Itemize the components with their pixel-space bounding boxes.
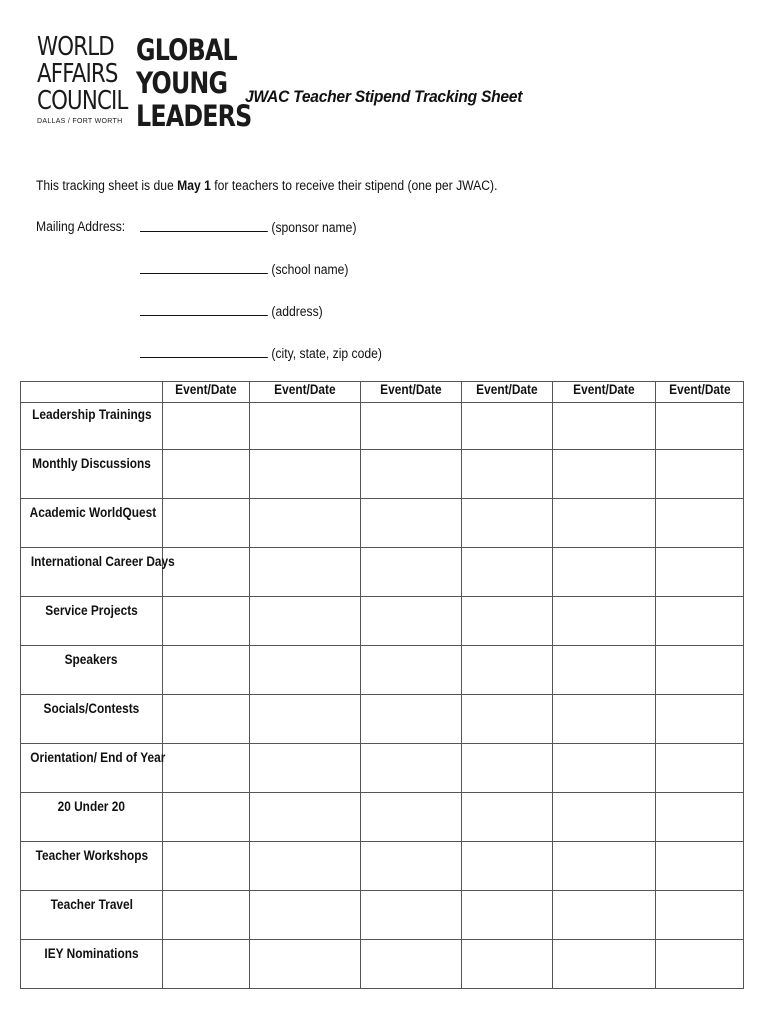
- logo-line: YOUNG: [136, 66, 228, 100]
- stipend-tracking-table: [20, 381, 744, 989]
- event-date-cell[interactable]: [361, 646, 462, 695]
- event-date-cell[interactable]: [163, 793, 250, 842]
- field-caption: (city, state, zip code): [271, 346, 382, 361]
- event-date-cell[interactable]: [553, 597, 656, 646]
- event-date-cell[interactable]: [553, 842, 656, 891]
- blank-line: [140, 219, 268, 232]
- event-date-cell[interactable]: [656, 450, 744, 499]
- event-date-cell[interactable]: [462, 646, 553, 695]
- event-date-cell[interactable]: [361, 695, 462, 744]
- event-date-cell[interactable]: [250, 450, 361, 499]
- field-caption: (sponsor name): [271, 220, 357, 235]
- sponsor-name-field[interactable]: [140, 219, 356, 235]
- row-label: 20 Under 20: [21, 793, 163, 842]
- header-cell-empty: [21, 382, 163, 403]
- event-date-cell[interactable]: [656, 548, 744, 597]
- event-date-cell[interactable]: [656, 891, 744, 940]
- table-row: [21, 450, 744, 499]
- event-date-cell[interactable]: [553, 403, 656, 450]
- event-date-cell[interactable]: [250, 403, 361, 450]
- event-date-cell[interactable]: [361, 793, 462, 842]
- event-date-cell[interactable]: [553, 793, 656, 842]
- event-date-cell[interactable]: [553, 744, 656, 793]
- intro-after: for teachers to receive their stipend (one per JWAC).: [210, 178, 498, 193]
- event-date-cell[interactable]: [250, 793, 361, 842]
- address-field[interactable]: [140, 303, 323, 319]
- event-date-cell[interactable]: [656, 940, 744, 989]
- table-row: [21, 597, 744, 646]
- row-label: International Career Days: [21, 548, 163, 597]
- event-date-cell[interactable]: [462, 891, 553, 940]
- event-date-cell[interactable]: [361, 548, 462, 597]
- table-row: [21, 793, 744, 842]
- event-date-cell[interactable]: [163, 403, 250, 450]
- event-date-cell[interactable]: [250, 548, 361, 597]
- event-date-cell[interactable]: [250, 646, 361, 695]
- header-cell-event-date: Event/Date: [553, 382, 656, 403]
- event-date-cell[interactable]: [361, 891, 462, 940]
- event-date-cell[interactable]: [462, 695, 553, 744]
- due-date: May 1: [177, 178, 211, 193]
- event-date-cell[interactable]: [462, 450, 553, 499]
- row-label: IEY Nominations: [21, 940, 163, 989]
- event-date-cell[interactable]: [656, 499, 744, 548]
- world-affairs-council-logo: [37, 34, 132, 125]
- table-row: [21, 403, 744, 450]
- event-date-cell[interactable]: [462, 499, 553, 548]
- row-label: Speakers: [21, 646, 163, 695]
- field-caption: (address): [271, 304, 323, 319]
- event-date-cell[interactable]: [553, 499, 656, 548]
- logo-line: COUNCIL: [37, 86, 128, 116]
- event-date-cell[interactable]: [656, 842, 744, 891]
- table-row: [21, 646, 744, 695]
- table-row: [21, 744, 744, 793]
- row-label: Service Projects: [21, 597, 163, 646]
- header-cell-event-date: Event/Date: [361, 382, 462, 403]
- header-cell-event-date: Event/Date: [462, 382, 553, 403]
- intro-text: [36, 178, 497, 193]
- event-date-cell[interactable]: [656, 744, 744, 793]
- document-title: JWAC Teacher Stipend Tracking Sheet: [245, 87, 523, 106]
- event-date-cell[interactable]: [361, 403, 462, 450]
- logo-line: LEADERS: [136, 99, 252, 133]
- row-label: Academic WorldQuest: [21, 499, 163, 548]
- event-date-cell[interactable]: [462, 597, 553, 646]
- table-row: [21, 940, 744, 989]
- event-date-cell[interactable]: [250, 940, 361, 989]
- event-date-cell[interactable]: [462, 744, 553, 793]
- event-date-cell[interactable]: [361, 499, 462, 548]
- event-date-cell[interactable]: [163, 499, 250, 548]
- event-date-cell[interactable]: [656, 597, 744, 646]
- event-date-cell[interactable]: [361, 450, 462, 499]
- event-date-cell[interactable]: [462, 940, 553, 989]
- event-date-cell[interactable]: [250, 891, 361, 940]
- blank-line: [140, 303, 268, 316]
- logo-line: WORLD: [37, 32, 114, 62]
- global-young-leaders-logo: [136, 34, 277, 133]
- event-date-cell[interactable]: [656, 793, 744, 842]
- table-row: [21, 695, 744, 744]
- logo-line: GLOBAL: [136, 33, 237, 67]
- event-date-cell[interactable]: [163, 450, 250, 499]
- event-date-cell[interactable]: [656, 646, 744, 695]
- row-label: Leadership Trainings: [21, 403, 163, 450]
- event-date-cell[interactable]: [163, 646, 250, 695]
- event-date-cell[interactable]: [361, 842, 462, 891]
- blank-line: [140, 261, 268, 274]
- table-row: [21, 891, 744, 940]
- event-date-cell[interactable]: [553, 940, 656, 989]
- field-caption: (school name): [271, 262, 349, 277]
- event-date-cell[interactable]: [462, 793, 553, 842]
- school-name-field[interactable]: [140, 261, 348, 277]
- table-row: [21, 499, 744, 548]
- table-header-row: [21, 382, 744, 403]
- row-label: Monthly Discussions: [21, 450, 163, 499]
- event-date-cell[interactable]: [656, 403, 744, 450]
- event-date-cell[interactable]: [163, 597, 250, 646]
- event-date-cell[interactable]: [163, 744, 250, 793]
- header-cell-event-date: Event/Date: [163, 382, 250, 403]
- event-date-cell[interactable]: [163, 842, 250, 891]
- event-date-cell[interactable]: [462, 403, 553, 450]
- row-label: Socials/Contests: [21, 695, 163, 744]
- event-date-cell[interactable]: [163, 891, 250, 940]
- header-cell-event-date: Event/Date: [656, 382, 744, 403]
- row-label: Teacher Travel: [21, 891, 163, 940]
- mailing-address-label: Mailing Address:: [36, 219, 126, 234]
- event-date-cell[interactable]: [553, 646, 656, 695]
- event-date-cell[interactable]: [361, 744, 462, 793]
- event-date-cell[interactable]: [250, 499, 361, 548]
- event-date-cell[interactable]: [163, 940, 250, 989]
- event-date-cell[interactable]: [163, 695, 250, 744]
- blank-line: [140, 345, 268, 358]
- table-body: [21, 403, 744, 989]
- event-date-cell[interactable]: [462, 842, 553, 891]
- city-state-zip-field[interactable]: [140, 345, 382, 361]
- header-cell-event-date: Event/Date: [250, 382, 361, 403]
- table-row: [21, 842, 744, 891]
- event-date-cell[interactable]: [361, 597, 462, 646]
- event-date-cell[interactable]: [553, 695, 656, 744]
- event-date-cell[interactable]: [553, 891, 656, 940]
- intro-before: This tracking sheet is due: [36, 178, 178, 193]
- logo-line: AFFAIRS: [37, 59, 118, 89]
- event-date-cell[interactable]: [656, 695, 744, 744]
- event-date-cell[interactable]: [462, 548, 553, 597]
- event-date-cell[interactable]: [250, 842, 361, 891]
- row-label: Teacher Workshops: [21, 842, 163, 891]
- logo-subtitle: DALLAS / FORT WORTH: [37, 118, 123, 125]
- event-date-cell[interactable]: [163, 548, 250, 597]
- row-label: Orientation/ End of Year: [21, 744, 163, 793]
- event-date-cell[interactable]: [553, 450, 656, 499]
- event-date-cell[interactable]: [361, 940, 462, 989]
- event-date-cell[interactable]: [250, 695, 361, 744]
- event-date-cell[interactable]: [250, 597, 361, 646]
- event-date-cell[interactable]: [250, 744, 361, 793]
- table-row: [21, 548, 744, 597]
- event-date-cell[interactable]: [553, 548, 656, 597]
